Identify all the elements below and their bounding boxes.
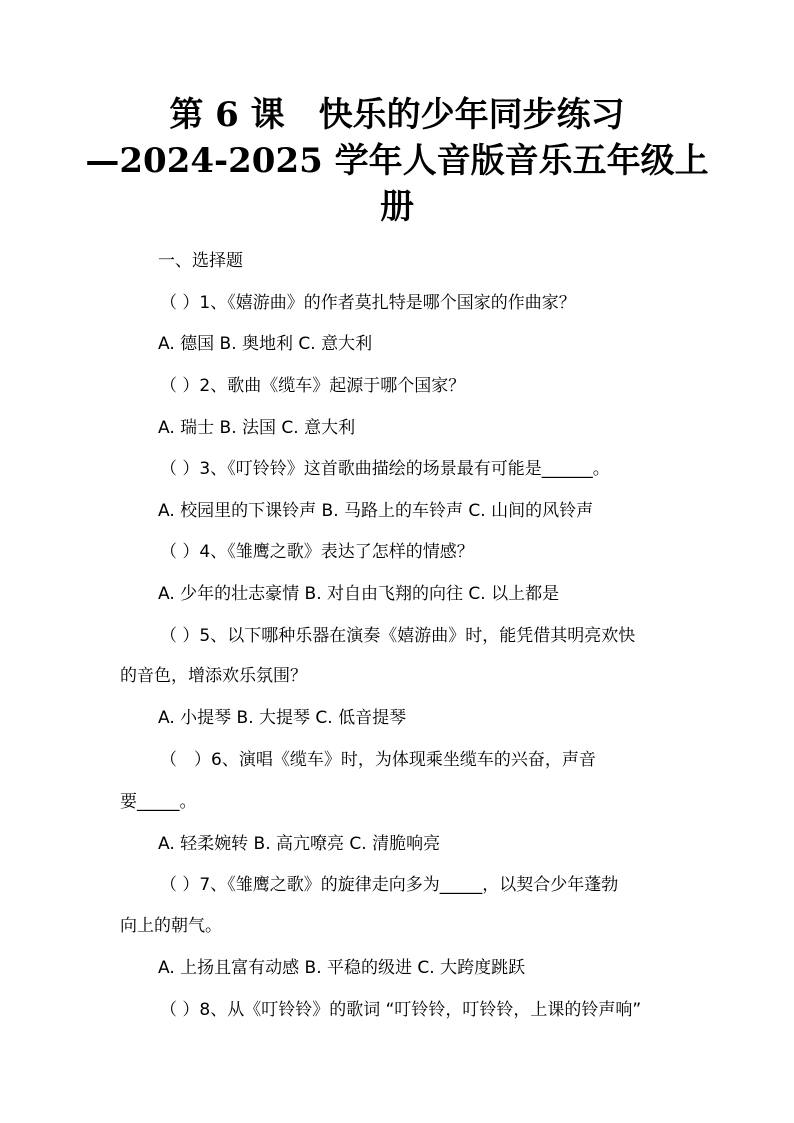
question-3: （ ）3、《叮铃铃》这首歌曲描绘的场景最有可能是______。 <box>160 459 610 479</box>
question-4: （ ）4、《雏鹰之歌》表达了怎样的情感？ <box>160 542 474 562</box>
question-1: （ ）1、《嬉游曲》的作者莫扎特是哪个国家的作曲家？ <box>160 293 576 313</box>
question-1-options: A. 德国 B. 奥地利 C. 意大利 <box>158 334 373 354</box>
question-5: （ ）5、以下哪种乐器在演奏《嬉游曲》时，能凭借其明亮欢快 <box>160 626 636 646</box>
question-4-options: A. 少年的壮志豪情 B. 对自由飞翔的向往 C. 以上都是 <box>158 584 560 604</box>
title-line-1: 第 6 课 快乐的少年同步练习 <box>169 95 625 135</box>
page-title <box>60 92 734 230</box>
question-2-options: A. 瑞士 B. 法国 C. 意大利 <box>158 418 356 438</box>
title-line-3: 册 <box>380 187 414 227</box>
question-7-continued: 向上的朝气。 <box>120 916 222 936</box>
section-heading: 一、选择题 <box>158 251 243 271</box>
question-8: （ ）8、从《叮铃铃》的歌词 “叮铃铃，叮铃铃，上课的铃声响” <box>160 1000 642 1020</box>
question-6-options: A. 轻柔婉转 B. 高亢嘹亮 C. 清脆响亮 <box>158 834 441 854</box>
question-5-continued: 的音色，增添欢乐氛围？ <box>120 666 307 686</box>
question-3-options: A. 校园里的下课铃声 B. 马路上的车铃声 C. 山间的风铃声 <box>158 501 594 521</box>
question-6: （ ）6、演唱《缆车》时，为体现乘坐缆车的兴奋，声音 <box>160 750 596 770</box>
question-6-continued: 要_____。 <box>120 792 197 812</box>
question-7: （ ）7、《雏鹰之歌》的旋律走向多为_____，以契合少年蓬勃 <box>160 875 619 895</box>
question-7-options: A. 上扬且富有动感 B. 平稳的级进 C. 大跨度跳跃 <box>158 958 526 978</box>
title-line-2: —2024-2025 学年人音版音乐五年级上 <box>85 141 709 181</box>
question-2: （ ）2、歌曲《缆车》起源于哪个国家？ <box>160 376 466 396</box>
question-5-options: A. 小提琴 B. 大提琴 C. 低音提琴 <box>158 708 407 728</box>
